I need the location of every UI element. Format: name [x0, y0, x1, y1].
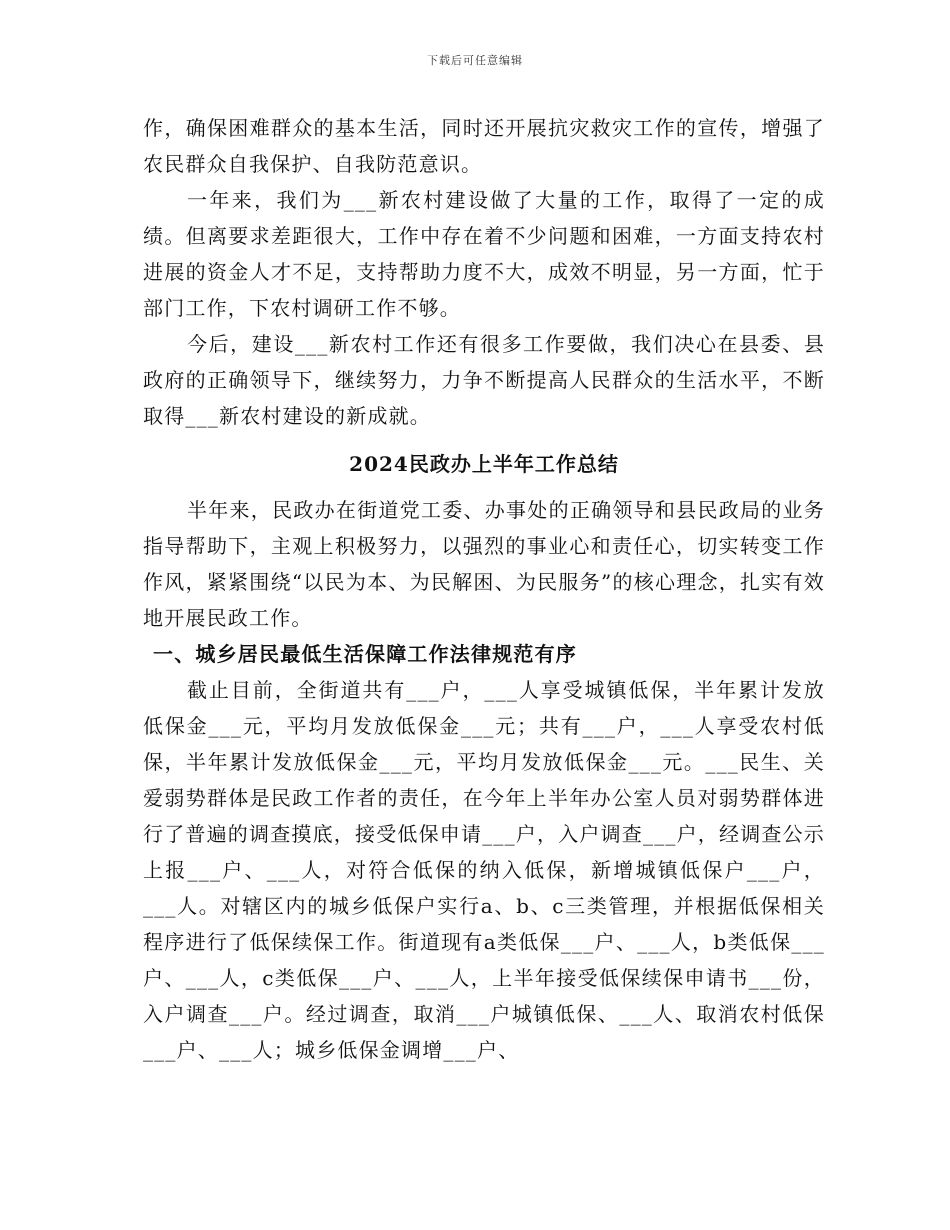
document-body — [143, 110, 825, 1068]
continued-paragraph: 作，确保困难群众的基本生活，同时还开展抗灾救灾工作的宣传，增强了农民群众自我保护、自我防范意识。 — [143, 116, 825, 176]
section-heading: 一、城乡居民最低生活保障工作法律规范有序 — [153, 642, 577, 666]
outlook-paragraph: 今后，建设___新农村工作还有很多工作要做，我们决心在县委、县政府的正确领导下，继续努力，力争不断提高人民群众的生活水平，不断取得___新农村建设的新成就。 — [143, 332, 825, 428]
page-header-note: 下载后可任意编辑 — [427, 54, 523, 67]
intro-paragraph: 半年来，民政办在街道党工委、办事处的正确领导和县民政局的业务指导帮助下，主观上积极努力，以强烈的事业心和责任心，切实转变工作作风，紧紧围绕“以民为本、为民解困、为民服务”的核心理念，扎实有效地开展民政工作。 — [143, 498, 825, 630]
document-title: 2024民政办上半年工作总结 — [349, 452, 619, 476]
summary-paragraph: 一年来，我们为___新农村建设做了大量的工作，取得了一定的成绩。但离要求差距很大，工作中存在着不少问题和困难，一方面支持农村进展的资金人才不足，支持帮助力度不大，成效不明显，另一方面，忙于部门工作，下农村调研工作不够。 — [143, 188, 825, 320]
section-body-paragraph: 截止目前，全街道共有___户，___人享受城镇低保，半年累计发放低保金___元，平均月发放低保金___元；共有___户，___人享受农村低保，半年累计发放低保金___元，平均月发放低保金___元。___民生、关爱弱势群体是民政工作者的责任，在今年上半年办公室人员对弱势群体进行了普遍的调查摸底，接受低保申请___户，入户调查___户，经调查公示上报___户、___人，对符合低保的纳入低保，新增城镇低保户___户，___人。对辖区内的城乡低保户实行a、b、c三类管理，并根据低保相关程序进行了低保续保工作。街道现有a类低保___户、___人，b类低保___户、___人，c类低保___户、___人，上半年接受低保续保申请书___份，入户调查___户。经过调查，取消___户城镇低保、___人、取消农村低保___户、___人；城乡低保金调增___户、 — [143, 678, 825, 1062]
